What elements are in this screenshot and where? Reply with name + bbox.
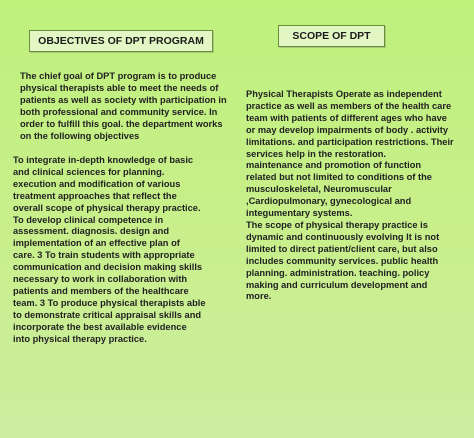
- text-line: care. 3 To train students with appropriate: [13, 250, 195, 261]
- text-line: The chief goal of DPT program is to produce: [20, 71, 217, 81]
- text-line: more.: [246, 291, 272, 302]
- text-line: To develop clinical competence in: [13, 214, 164, 225]
- text-line: To integrate in-depth knowledge of basic: [13, 155, 194, 165]
- text-line: ,Cardiopulmonary, gynecological and: [246, 196, 412, 207]
- text-line: integumentary systems.: [246, 208, 353, 219]
- text-line: overall scope of physical therapy practice.: [13, 202, 201, 213]
- objectives-intro: [20, 71, 235, 142]
- text-line: patients as well as society with participation in: [20, 94, 227, 105]
- text-line: patients and members of the healthcare: [13, 285, 189, 296]
- objectives-list: [13, 155, 238, 346]
- text-line: treatment approaches that reflect the: [13, 190, 177, 201]
- text-line: team. 3 To produce physical therapists able: [13, 297, 206, 308]
- text-line: execution and modification of various: [13, 178, 181, 189]
- text-line: maintenance and promotion of function: [246, 160, 422, 171]
- text-line: implementation of an effective plan of: [13, 238, 180, 249]
- text-line: Physical Therapists Operate as independent: [246, 89, 442, 99]
- text-line: incorporate the best available evidence: [13, 321, 187, 332]
- text-line: both professional and community service. In: [20, 106, 218, 117]
- text-line: team with patients of different ages who have: [246, 112, 447, 123]
- text-line: The scope of physical therapy practice is: [246, 219, 428, 230]
- text-line: dynamic and continuously evolving It is not: [246, 231, 440, 242]
- text-line: into physical therapy practice.: [13, 333, 147, 344]
- scope-title: SCOPE OF DPT: [278, 25, 385, 47]
- text-line: and clinical sciences for planning.: [13, 166, 165, 177]
- text-line: order to fulfill this goal. the department works: [20, 118, 223, 129]
- text-line: assessment. diagnosis. design and: [13, 226, 170, 237]
- text-line: to demonstrate critical appraisal skills and: [13, 309, 202, 320]
- text-line: limited to direct patient/client care, but also: [246, 243, 438, 254]
- text-line: on the following objectives: [20, 130, 140, 141]
- scope-body: [246, 89, 471, 303]
- text-line: making and curriculum development and: [246, 279, 428, 290]
- text-line: includes community services. public health: [246, 255, 439, 266]
- text-line: or may develop impairments of body . activity: [246, 124, 449, 135]
- text-line: musculoskeletal, Neuromuscular: [246, 184, 392, 195]
- text-line: services help in the restoration.: [246, 148, 387, 159]
- text-line: necessary to work in collaboration with: [13, 274, 188, 285]
- text-line: communication and decision making skills: [13, 262, 203, 273]
- text-line: limitations. and participation restrictions. Their: [246, 136, 454, 147]
- objectives-title: OBJECTIVES OF DPT PROGRAM: [29, 30, 213, 52]
- text-line: related but not limited to conditions of the: [246, 172, 432, 183]
- text-line: planning. administration. teaching. policy: [246, 267, 430, 278]
- text-line: practice as well as members of the health care: [246, 100, 452, 111]
- text-line: physical therapists able to meet the needs of: [20, 82, 219, 93]
